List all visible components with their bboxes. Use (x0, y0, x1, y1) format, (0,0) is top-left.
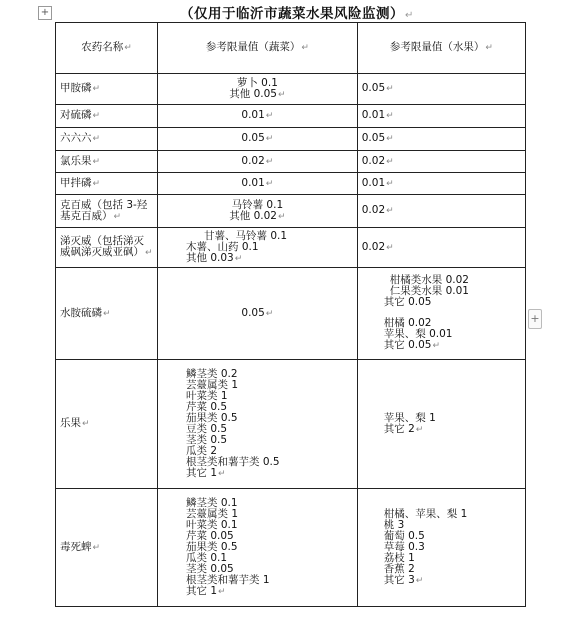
pesticide-name-cell[interactable]: 涕灭威（包括涕灭威砜涕灭威亚砜）↵ (56, 228, 158, 268)
table-row (56, 105, 526, 128)
table-move-handle[interactable]: + (38, 6, 52, 20)
fruit-limit-cell[interactable]: 0.05↵ (357, 74, 525, 105)
fruit-limit-cell[interactable]: 0.02↵ (357, 151, 525, 173)
paragraph-mark: ↵ (405, 10, 414, 21)
veg-limit-cell[interactable]: 0.01↵ (157, 105, 357, 128)
fruit-limit-cell[interactable]: 柑橘类水果 0.02 仁果类水果 0.01 其它 0.05 柑橘 0.02 苹果、梨 0.01 其它 0.05↵ (357, 268, 525, 360)
veg-limit-cell[interactable]: 0.01↵ (157, 173, 357, 195)
pesticide-name-cell[interactable]: 乐果↵ (56, 360, 158, 489)
fruit-limit-cell[interactable]: 0.02↵ (357, 195, 525, 228)
pesticide-name-cell[interactable]: 氯乐果↵ (56, 151, 158, 173)
pesticide-name-cell[interactable]: 水胺硫磷↵ (56, 268, 158, 360)
veg-limit-cell[interactable]: 鳞茎类 0.2 芸薹属类 1 叶菜类 1 芹菜 0.5 茄果类 0.5 豆类 0.5 茎类 0.5 瓜类 2 根茎类和薯芋类 0.5 其它 1↵ (157, 360, 357, 489)
fruit-limit-cell[interactable]: 0.05↵ (357, 128, 525, 151)
document-title (180, 2, 414, 22)
pesticide-name-cell[interactable]: 毒死蜱↵ (56, 489, 158, 607)
pesticide-name-cell[interactable]: 甲胺磷↵ (56, 74, 158, 105)
title-text: （仅用于临沂市蔬菜水果风险监测） (180, 6, 404, 22)
header-pesticide-name[interactable]: 农药名称↵ (56, 23, 158, 74)
pesticide-name-cell[interactable]: 甲拌磷↵ (56, 173, 158, 195)
table-row (56, 268, 526, 360)
fruit-limit-cell[interactable]: 0.02↵ (357, 228, 525, 268)
fruit-limit-cell[interactable]: 0.01↵ (357, 173, 525, 195)
table-row (56, 151, 526, 173)
veg-limit-cell[interactable]: 甘薯、马铃薯 0.1 木薯、山药 0.1 其他 0.03↵ (157, 228, 357, 268)
header-veg-limit[interactable]: 参考限量值（蔬菜）↵ (157, 23, 357, 74)
pesticide-name-cell[interactable]: 克百威（包括 3-羟基克百威）↵ (56, 195, 158, 228)
table-row (56, 173, 526, 195)
veg-limit-cell[interactable]: 鳞茎类 0.1 芸薹属类 1 叶菜类 0.1 芹菜 0.05 茄果类 0.5 瓜类 0.1 茎类 0.05 根茎类和薯芋类 1 其它 1↵ (157, 489, 357, 607)
table-row (56, 128, 526, 151)
header-fruit-limit[interactable]: 参考限量值（水果）↵ (357, 23, 525, 74)
pesticide-name-cell[interactable]: 六六六↵ (56, 128, 158, 151)
veg-limit-cell[interactable]: 萝卜 0.1 其他 0.05↵ (157, 74, 357, 105)
pesticide-limit-table (55, 22, 526, 607)
veg-limit-cell[interactable]: 0.02↵ (157, 151, 357, 173)
fruit-limit-cell[interactable]: 0.01↵ (357, 105, 525, 128)
fruit-limit-cell[interactable]: 柑橘、苹果、梨 1 桃 3 葡萄 0.5 草莓 0.3 荔枝 1 香蕉 2 其它 3↵ (357, 489, 525, 607)
fruit-limit-cell[interactable]: 苹果、梨 1 其它 2↵ (357, 360, 525, 489)
table-row (56, 74, 526, 105)
veg-limit-cell[interactable]: 0.05↵ (157, 268, 357, 360)
table-header-row (56, 23, 526, 74)
veg-limit-cell[interactable]: 0.05↵ (157, 128, 357, 151)
veg-limit-cell[interactable]: 马铃薯 0.1 其他 0.02↵ (157, 195, 357, 228)
table-row (56, 228, 526, 268)
table-row (56, 489, 526, 607)
table-add-column-handle[interactable]: + (528, 309, 542, 329)
table-row (56, 360, 526, 489)
pesticide-name-cell[interactable]: 对硫磷↵ (56, 105, 158, 128)
table-row (56, 195, 526, 228)
